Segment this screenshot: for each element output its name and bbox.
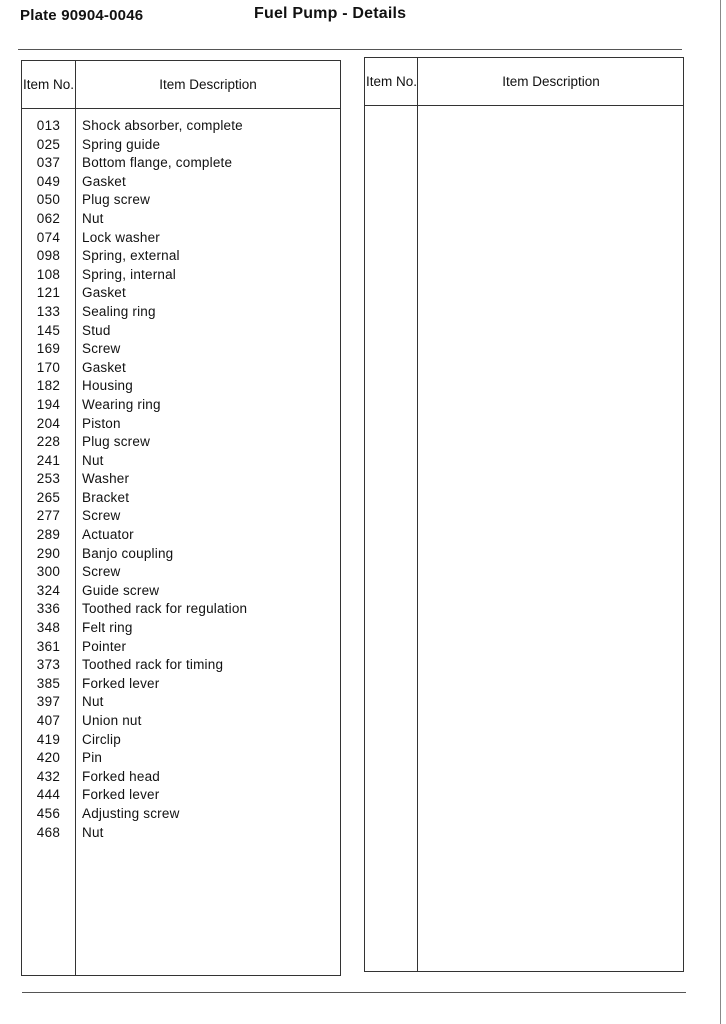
table-row [22, 731, 340, 750]
table-row [22, 582, 340, 601]
table-row [22, 154, 340, 173]
item-number: 290 [36, 545, 61, 561]
table-row [22, 191, 340, 210]
table-row [22, 786, 340, 805]
item-number: 361 [36, 638, 61, 654]
item-number: 170 [36, 359, 61, 375]
item-description: Actuator [82, 527, 134, 543]
item-description: Toothed rack for regulation [82, 601, 248, 617]
table-row [22, 415, 340, 434]
table-row [22, 489, 340, 508]
table-row [22, 396, 340, 415]
table-row [22, 619, 340, 638]
item-number: 397 [36, 694, 61, 710]
item-number: 194 [36, 396, 61, 412]
table-row [22, 600, 340, 619]
item-description: Gasket [82, 173, 126, 189]
item-description: Adjusting screw [82, 805, 180, 821]
page-edge [720, 0, 721, 1024]
item-description: Housing [82, 378, 133, 394]
item-number: 289 [36, 527, 61, 543]
top-divider [18, 49, 682, 50]
item-description-header: Item Description [502, 74, 600, 89]
table-row [22, 638, 340, 657]
item-number: 277 [36, 508, 61, 524]
item-number: 456 [36, 805, 61, 821]
table-row [22, 712, 340, 731]
table-row [22, 284, 340, 303]
item-description: Screw [82, 564, 121, 580]
item-description: Sealing ring [82, 303, 156, 319]
item-description: Pointer [82, 638, 127, 654]
table-row [22, 693, 340, 712]
item-description-header: Item Description [159, 77, 257, 92]
item-number: 074 [36, 229, 61, 245]
table-row [22, 433, 340, 452]
item-number: 385 [36, 675, 61, 691]
table-row [22, 359, 340, 378]
item-number: 121 [36, 285, 61, 301]
item-number: 182 [36, 378, 61, 394]
table-row [22, 470, 340, 489]
table-header [22, 61, 340, 109]
table-row [22, 675, 340, 694]
item-description: Spring, internal [82, 266, 177, 282]
item-description: Stud [82, 322, 111, 338]
item-number: 049 [36, 173, 61, 189]
item-number: 336 [36, 601, 61, 617]
item-number: 241 [36, 452, 61, 468]
table-row [22, 749, 340, 768]
table-row [22, 452, 340, 471]
item-number: 098 [36, 248, 61, 264]
item-number: 013 [36, 118, 61, 133]
item-description: Gasket [82, 285, 126, 301]
table-row [22, 266, 340, 285]
item-description: Washer [82, 471, 130, 487]
table-row [22, 247, 340, 266]
table-row [22, 563, 340, 582]
page-header [0, 0, 726, 40]
item-number: 169 [36, 341, 61, 357]
item-number: 133 [36, 303, 61, 319]
item-number: 407 [36, 713, 61, 728]
item-number: 348 [36, 620, 61, 636]
plate-number: Plate 90904-0046 [20, 7, 144, 24]
item-description: Lock washer [82, 229, 160, 245]
item-number: 025 [36, 136, 61, 152]
item-number: 419 [36, 731, 61, 747]
item-description: Forked lever [82, 675, 160, 691]
item-description: Guide screw [82, 582, 160, 598]
table-header [365, 58, 683, 106]
item-description: Banjo coupling [82, 545, 174, 561]
item-description: Nut [82, 452, 104, 468]
table-row [22, 824, 340, 843]
item-number: 062 [36, 210, 61, 226]
item-description: Nut [82, 824, 104, 840]
table-body [22, 117, 340, 842]
item-number: 468 [36, 824, 61, 840]
table-row [22, 340, 340, 359]
item-number: 037 [36, 155, 61, 171]
table-row [22, 303, 340, 322]
item-description: Gasket [82, 359, 126, 375]
item-number: 420 [36, 750, 61, 766]
table-row [22, 526, 340, 545]
item-description: Shock absorber, complete [82, 118, 243, 133]
item-number: 432 [36, 768, 61, 784]
column-divider [417, 58, 418, 971]
table-row [22, 173, 340, 192]
table-row [22, 117, 340, 136]
item-no-header: Item No. [22, 77, 74, 92]
item-number: 373 [36, 657, 61, 673]
item-number: 050 [36, 192, 61, 208]
item-no-header: Item No. [365, 74, 417, 89]
table-row [22, 656, 340, 675]
table-row [22, 545, 340, 564]
page-title: Fuel Pump - Details [254, 5, 407, 22]
table-row [22, 136, 340, 155]
item-description: Spring guide [82, 136, 161, 152]
item-description: Bottom flange, complete [82, 155, 233, 171]
item-number: 228 [36, 434, 61, 450]
item-description: Felt ring [82, 620, 133, 636]
item-number: 145 [36, 322, 61, 338]
item-number: 265 [36, 489, 61, 505]
item-description: Plug screw [82, 434, 151, 450]
item-description: Union nut [82, 713, 142, 728]
item-description: Nut [82, 210, 104, 226]
table-row [22, 377, 340, 396]
item-description: Toothed rack for timing [82, 657, 224, 673]
item-description: Spring, external [82, 248, 180, 264]
table-row [22, 768, 340, 787]
item-description: Piston [82, 415, 121, 431]
item-description: Bracket [82, 489, 130, 505]
item-number: 300 [36, 564, 61, 580]
item-description: Pin [82, 750, 103, 766]
table-row [22, 210, 340, 229]
bottom-divider [22, 992, 686, 993]
item-description: Screw [82, 341, 121, 357]
item-number: 444 [36, 787, 61, 803]
table-row [22, 322, 340, 341]
item-description: Screw [82, 508, 121, 524]
item-number: 108 [36, 266, 61, 282]
item-description: Wearing ring [82, 396, 161, 412]
item-description: Forked head [82, 768, 160, 784]
item-number: 324 [36, 582, 61, 598]
parts-table-right [364, 57, 684, 972]
table-row [22, 229, 340, 248]
item-description: Circlip [82, 731, 121, 747]
item-number: 204 [36, 415, 61, 431]
parts-table-left [21, 60, 341, 976]
table-row [22, 507, 340, 526]
item-description: Forked lever [82, 787, 160, 803]
table-row [22, 805, 340, 824]
item-number: 253 [36, 471, 61, 487]
item-description: Nut [82, 694, 104, 710]
item-description: Plug screw [82, 192, 151, 208]
